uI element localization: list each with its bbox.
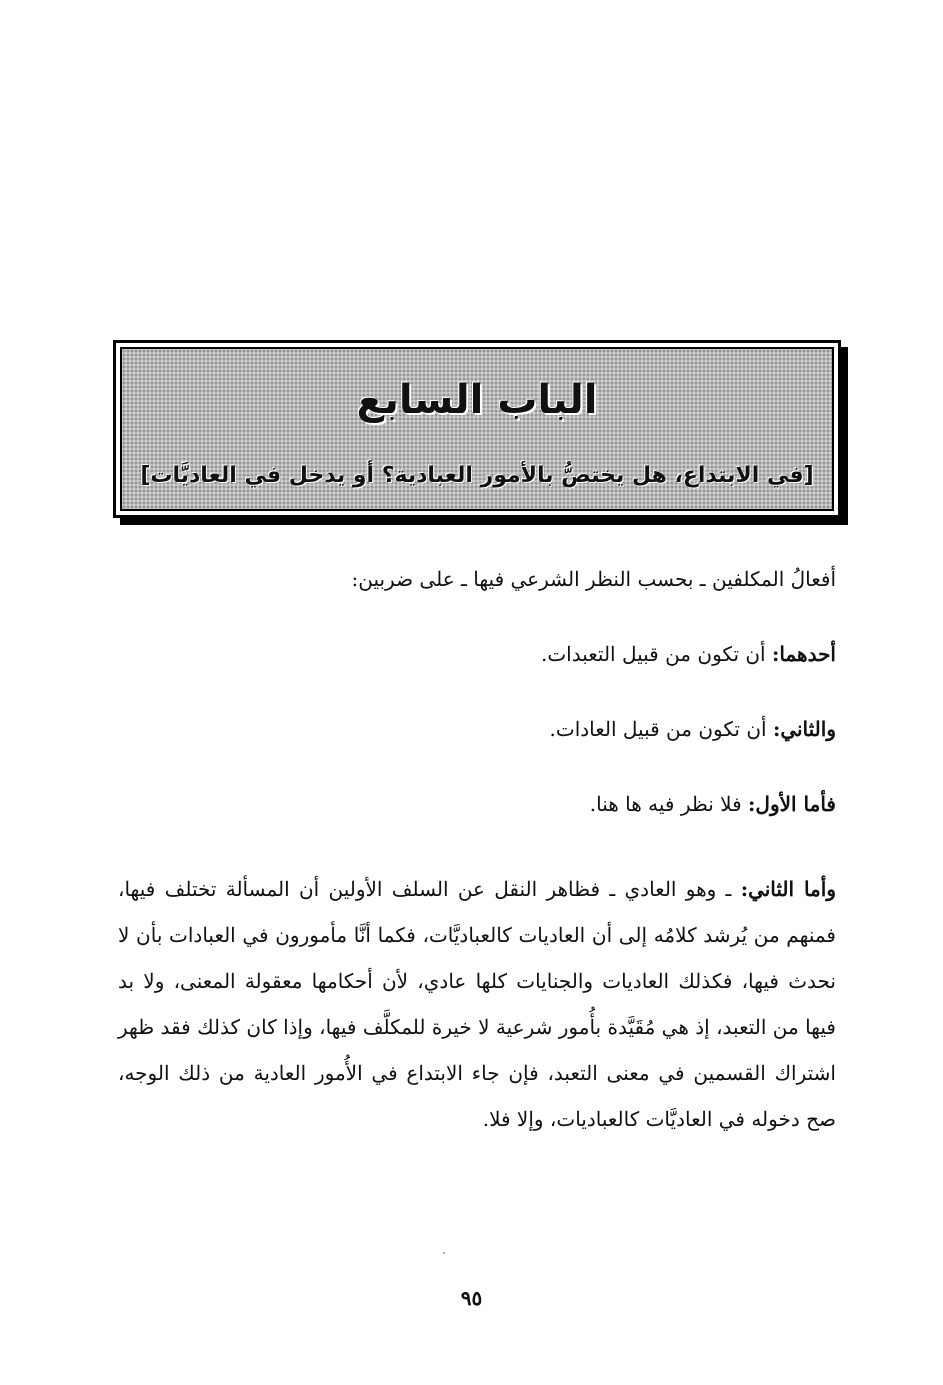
second-discussion-paragraph [118, 866, 836, 1142]
second-type-text: أن تكون من قبيل العادات. [549, 717, 773, 741]
page-number: ٩٥ [460, 1286, 483, 1310]
first-discussion-label: فأما الأول: [748, 792, 836, 816]
chapter-heading-box [113, 340, 841, 518]
first-discussion-text: فلا نظر فيه ها هنا. [589, 792, 749, 816]
intro-paragraph [118, 566, 836, 592]
chapter-title: الباب السابع [356, 377, 598, 423]
chapter-subtitle: [في الابتداع، هل يختصُّ بالأمور العبادية؟ أو يدخل في العاديَّات] [140, 463, 814, 488]
first-discussion-paragraph [118, 791, 836, 817]
second-discussion-label: وأما الثاني: [740, 877, 836, 901]
first-type-text: أن تكون من قبيل التعبدات. [540, 642, 772, 666]
second-discussion-text: ـ وهو العادي ـ فظاهر النقل عن السلف الأولين أن المسألة تختلف فيها، فمنهم من يُرشد كلامُه إلى أن العاديات كالعباديَّات، فكما أنَّا مأمورون في العبادات بأن لا نحدث فيها، فكذلك العاديات والجنايات كلها عادي، لأن أحكامها معقولة المعنى، ولا بد فيها من التعبد، إذ هي مُقَيَّدة بأُمور شرعية لا خيرة للمكلَّف فيها، وإذا كان كذلك فقد ظهر اشتراك القسمين في معنى التعبد، فإن جاء الابتداع في الأُمور العادية من ذلك الوجه، صح دخوله في العاديَّات كالعباديات، وإلا فلا. [118, 877, 836, 1131]
scan-speck [443, 1252, 445, 1254]
first-type-paragraph [118, 641, 836, 667]
intro-text: أفعالُ المكلفين ـ بحسب النظر الشرعي فيها ـ على ضربين: [351, 567, 836, 591]
chapter-heading-panel [120, 347, 834, 511]
first-type-label: أحدهما: [771, 642, 836, 666]
second-type-paragraph [118, 716, 836, 742]
second-type-label: والثاني: [772, 717, 836, 741]
